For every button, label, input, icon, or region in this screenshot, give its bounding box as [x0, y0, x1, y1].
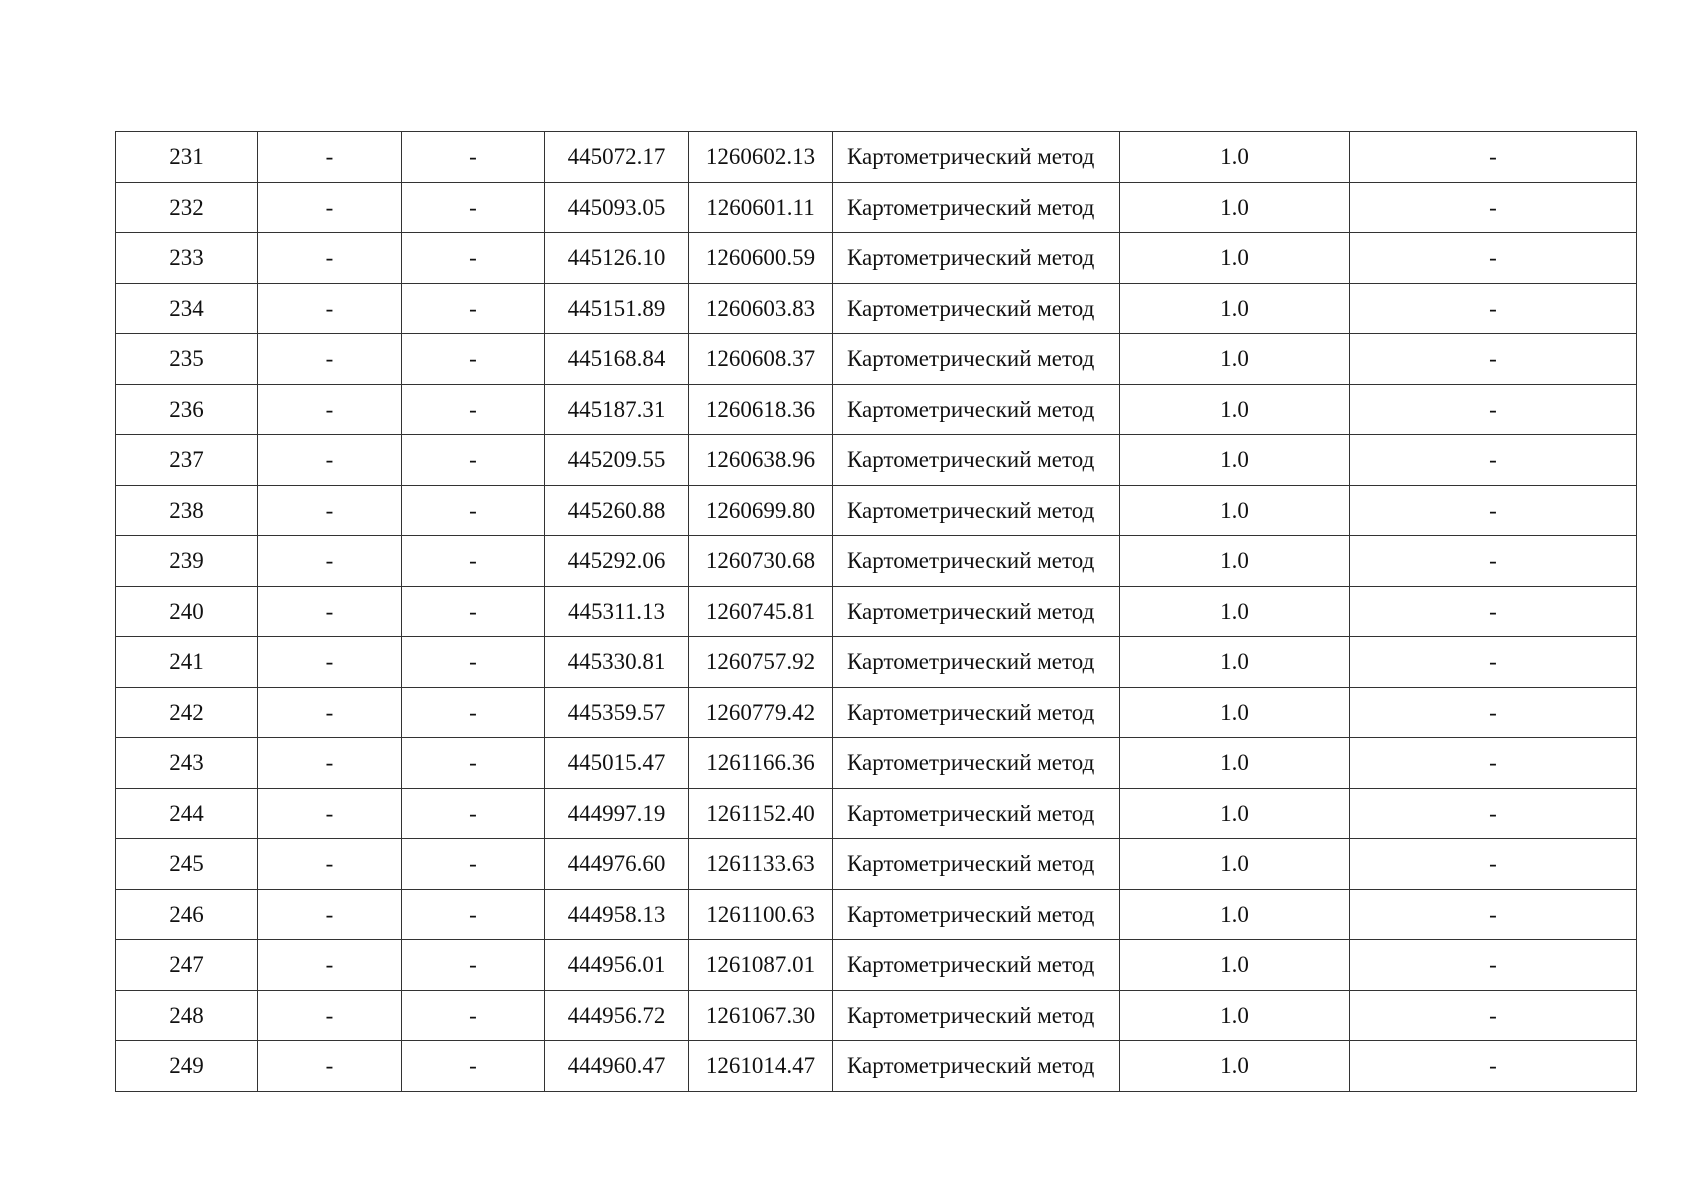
x-coordinate-cell: 445015.47: [545, 738, 689, 789]
y-coordinate-cell: 1260600.59: [689, 233, 833, 284]
y-coordinate-cell: 1261087.01: [689, 940, 833, 991]
x-coordinate-cell: 445093.05: [545, 182, 689, 233]
table-row: [116, 132, 1637, 183]
empty-value-cell: -: [258, 334, 402, 385]
x-coordinate-cell: 445187.31: [545, 384, 689, 435]
table-row: [116, 1041, 1637, 1092]
empty-value-cell: -: [402, 334, 545, 385]
x-coordinate-cell: 444976.60: [545, 839, 689, 890]
table-row: [116, 536, 1637, 587]
y-coordinate-cell: 1261014.47: [689, 1041, 833, 1092]
y-coordinate-cell: 1260602.13: [689, 132, 833, 183]
y-coordinate-cell: 1261166.36: [689, 738, 833, 789]
empty-value-cell: -: [402, 182, 545, 233]
empty-value-cell: -: [402, 637, 545, 688]
point-number-cell: 234: [116, 283, 258, 334]
empty-value-cell: -: [402, 384, 545, 435]
accuracy-cell: 1.0: [1120, 132, 1350, 183]
empty-value-cell: -: [1350, 283, 1637, 334]
method-cell: Картометрический метод: [833, 384, 1120, 435]
x-coordinate-cell: 445311.13: [545, 586, 689, 637]
x-coordinate-cell: 444960.47: [545, 1041, 689, 1092]
accuracy-cell: 1.0: [1120, 182, 1350, 233]
empty-value-cell: -: [402, 889, 545, 940]
accuracy-cell: 1.0: [1120, 839, 1350, 890]
accuracy-cell: 1.0: [1120, 687, 1350, 738]
empty-value-cell: -: [258, 788, 402, 839]
x-coordinate-cell: 444956.72: [545, 990, 689, 1041]
y-coordinate-cell: 1260618.36: [689, 384, 833, 435]
empty-value-cell: -: [402, 435, 545, 486]
empty-value-cell: -: [402, 233, 545, 284]
empty-value-cell: -: [258, 738, 402, 789]
table-row: [116, 182, 1637, 233]
empty-value-cell: -: [258, 132, 402, 183]
empty-value-cell: -: [402, 940, 545, 991]
method-cell: Картометрический метод: [833, 283, 1120, 334]
empty-value-cell: -: [402, 788, 545, 839]
point-number-cell: 232: [116, 182, 258, 233]
accuracy-cell: 1.0: [1120, 283, 1350, 334]
method-cell: Картометрический метод: [833, 889, 1120, 940]
empty-value-cell: -: [402, 586, 545, 637]
empty-value-cell: -: [402, 990, 545, 1041]
table-row: [116, 687, 1637, 738]
x-coordinate-cell: 445209.55: [545, 435, 689, 486]
table-row: [116, 940, 1637, 991]
accuracy-cell: 1.0: [1120, 586, 1350, 637]
method-cell: Картометрический метод: [833, 839, 1120, 890]
empty-value-cell: -: [1350, 839, 1637, 890]
x-coordinate-cell: 444997.19: [545, 788, 689, 839]
table-row: [116, 384, 1637, 435]
empty-value-cell: -: [1350, 182, 1637, 233]
coordinates-table: [115, 131, 1637, 1092]
method-cell: Картометрический метод: [833, 536, 1120, 587]
table-row: [116, 990, 1637, 1041]
method-cell: Картометрический метод: [833, 1041, 1120, 1092]
empty-value-cell: -: [258, 889, 402, 940]
empty-value-cell: -: [402, 536, 545, 587]
method-cell: Картометрический метод: [833, 334, 1120, 385]
method-cell: Картометрический метод: [833, 637, 1120, 688]
x-coordinate-cell: 445126.10: [545, 233, 689, 284]
empty-value-cell: -: [258, 687, 402, 738]
table-row: [116, 889, 1637, 940]
accuracy-cell: 1.0: [1120, 233, 1350, 284]
accuracy-cell: 1.0: [1120, 1041, 1350, 1092]
empty-value-cell: -: [258, 586, 402, 637]
x-coordinate-cell: 445072.17: [545, 132, 689, 183]
empty-value-cell: -: [402, 132, 545, 183]
empty-value-cell: -: [258, 637, 402, 688]
y-coordinate-cell: 1260779.42: [689, 687, 833, 738]
empty-value-cell: -: [1350, 687, 1637, 738]
empty-value-cell: -: [1350, 1041, 1637, 1092]
empty-value-cell: -: [258, 940, 402, 991]
y-coordinate-cell: 1261133.63: [689, 839, 833, 890]
empty-value-cell: -: [1350, 132, 1637, 183]
empty-value-cell: -: [1350, 738, 1637, 789]
accuracy-cell: 1.0: [1120, 990, 1350, 1041]
empty-value-cell: -: [258, 233, 402, 284]
method-cell: Картометрический метод: [833, 132, 1120, 183]
point-number-cell: 246: [116, 889, 258, 940]
empty-value-cell: -: [1350, 990, 1637, 1041]
x-coordinate-cell: 444958.13: [545, 889, 689, 940]
x-coordinate-cell: 445151.89: [545, 283, 689, 334]
point-number-cell: 241: [116, 637, 258, 688]
y-coordinate-cell: 1261152.40: [689, 788, 833, 839]
empty-value-cell: -: [258, 182, 402, 233]
empty-value-cell: -: [402, 1041, 545, 1092]
y-coordinate-cell: 1260745.81: [689, 586, 833, 637]
empty-value-cell: -: [258, 435, 402, 486]
method-cell: Картометрический метод: [833, 990, 1120, 1041]
table-row: [116, 233, 1637, 284]
y-coordinate-cell: 1260757.92: [689, 637, 833, 688]
point-number-cell: 243: [116, 738, 258, 789]
empty-value-cell: -: [402, 485, 545, 536]
empty-value-cell: -: [1350, 485, 1637, 536]
point-number-cell: 239: [116, 536, 258, 587]
accuracy-cell: 1.0: [1120, 889, 1350, 940]
y-coordinate-cell: 1260638.96: [689, 435, 833, 486]
point-number-cell: 231: [116, 132, 258, 183]
table-row: [116, 283, 1637, 334]
y-coordinate-cell: 1260730.68: [689, 536, 833, 587]
x-coordinate-cell: 444956.01: [545, 940, 689, 991]
y-coordinate-cell: 1260601.11: [689, 182, 833, 233]
y-coordinate-cell: 1261067.30: [689, 990, 833, 1041]
y-coordinate-cell: 1260608.37: [689, 334, 833, 385]
point-number-cell: 247: [116, 940, 258, 991]
empty-value-cell: -: [1350, 233, 1637, 284]
point-number-cell: 244: [116, 788, 258, 839]
empty-value-cell: -: [258, 839, 402, 890]
accuracy-cell: 1.0: [1120, 384, 1350, 435]
empty-value-cell: -: [1350, 940, 1637, 991]
accuracy-cell: 1.0: [1120, 536, 1350, 587]
table-row: [116, 637, 1637, 688]
empty-value-cell: -: [402, 283, 545, 334]
empty-value-cell: -: [258, 536, 402, 587]
empty-value-cell: -: [258, 283, 402, 334]
point-number-cell: 242: [116, 687, 258, 738]
empty-value-cell: -: [402, 687, 545, 738]
empty-value-cell: -: [1350, 637, 1637, 688]
point-number-cell: 240: [116, 586, 258, 637]
empty-value-cell: -: [258, 485, 402, 536]
point-number-cell: 248: [116, 990, 258, 1041]
empty-value-cell: -: [1350, 384, 1637, 435]
method-cell: Картометрический метод: [833, 788, 1120, 839]
method-cell: Картометрический метод: [833, 940, 1120, 991]
point-number-cell: 237: [116, 435, 258, 486]
accuracy-cell: 1.0: [1120, 334, 1350, 385]
table-row: [116, 435, 1637, 486]
y-coordinate-cell: 1261100.63: [689, 889, 833, 940]
accuracy-cell: 1.0: [1120, 637, 1350, 688]
point-number-cell: 249: [116, 1041, 258, 1092]
empty-value-cell: -: [1350, 435, 1637, 486]
point-number-cell: 233: [116, 233, 258, 284]
table-row: [116, 586, 1637, 637]
table-row: [116, 334, 1637, 385]
point-number-cell: 235: [116, 334, 258, 385]
method-cell: Картометрический метод: [833, 435, 1120, 486]
y-coordinate-cell: 1260699.80: [689, 485, 833, 536]
table-row: [116, 839, 1637, 890]
empty-value-cell: -: [258, 1041, 402, 1092]
empty-value-cell: -: [1350, 788, 1637, 839]
table-row: [116, 788, 1637, 839]
empty-value-cell: -: [258, 384, 402, 435]
method-cell: Картометрический метод: [833, 738, 1120, 789]
empty-value-cell: -: [1350, 586, 1637, 637]
x-coordinate-cell: 445330.81: [545, 637, 689, 688]
x-coordinate-cell: 445168.84: [545, 334, 689, 385]
accuracy-cell: 1.0: [1120, 940, 1350, 991]
x-coordinate-cell: 445292.06: [545, 536, 689, 587]
accuracy-cell: 1.0: [1120, 738, 1350, 789]
y-coordinate-cell: 1260603.83: [689, 283, 833, 334]
empty-value-cell: -: [1350, 536, 1637, 587]
empty-value-cell: -: [1350, 334, 1637, 385]
method-cell: Картометрический метод: [833, 182, 1120, 233]
point-number-cell: 238: [116, 485, 258, 536]
empty-value-cell: -: [258, 990, 402, 1041]
accuracy-cell: 1.0: [1120, 435, 1350, 486]
empty-value-cell: -: [402, 738, 545, 789]
table-row: [116, 485, 1637, 536]
x-coordinate-cell: 445260.88: [545, 485, 689, 536]
table-body: [116, 132, 1637, 1092]
method-cell: Картометрический метод: [833, 485, 1120, 536]
point-number-cell: 245: [116, 839, 258, 890]
method-cell: Картометрический метод: [833, 233, 1120, 284]
empty-value-cell: -: [402, 839, 545, 890]
method-cell: Картометрический метод: [833, 687, 1120, 738]
accuracy-cell: 1.0: [1120, 485, 1350, 536]
accuracy-cell: 1.0: [1120, 788, 1350, 839]
point-number-cell: 236: [116, 384, 258, 435]
table-row: [116, 738, 1637, 789]
empty-value-cell: -: [1350, 889, 1637, 940]
method-cell: Картометрический метод: [833, 586, 1120, 637]
x-coordinate-cell: 445359.57: [545, 687, 689, 738]
